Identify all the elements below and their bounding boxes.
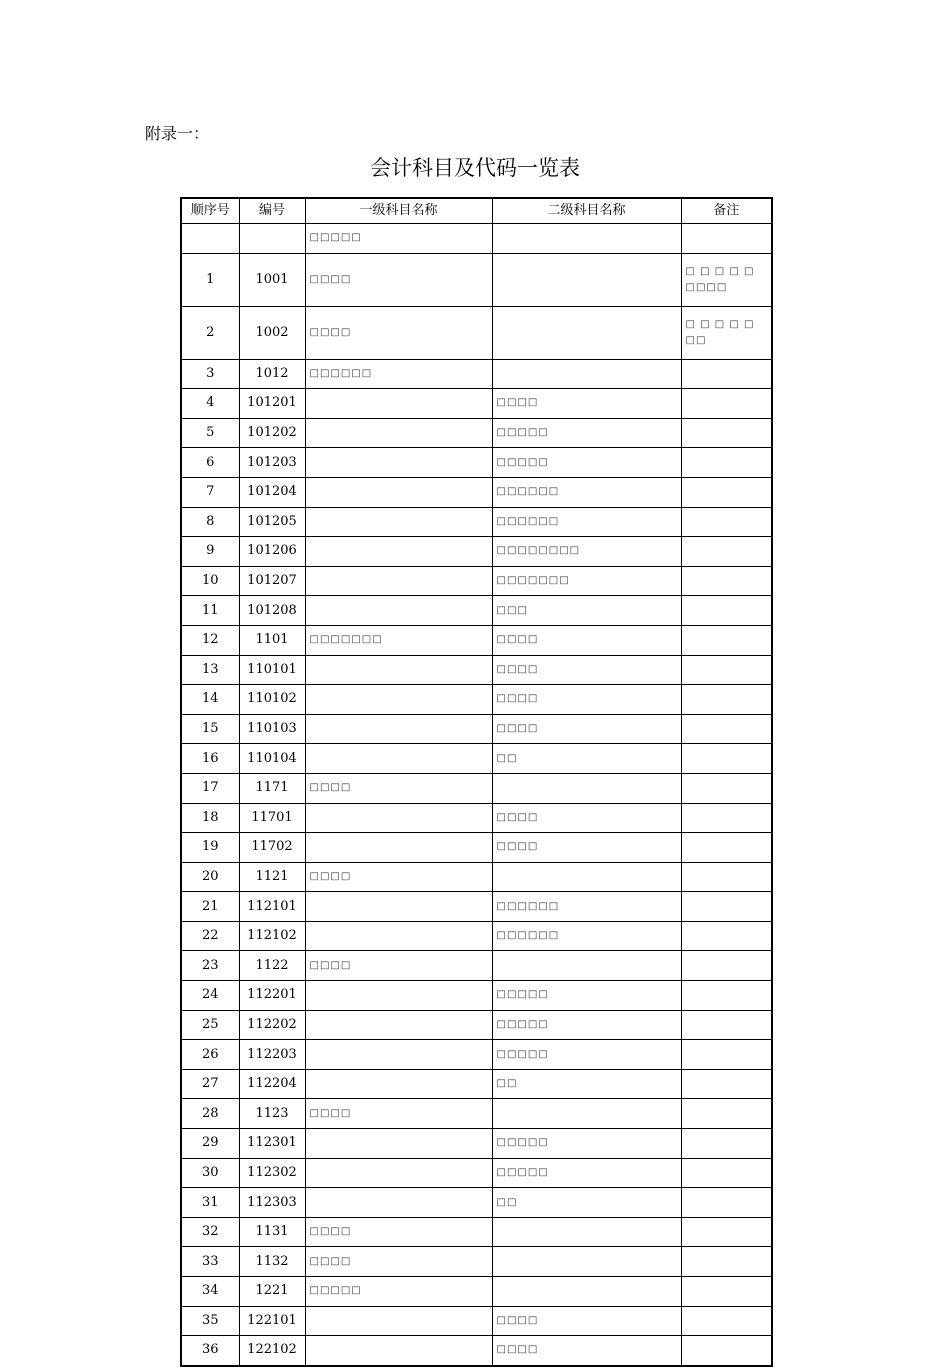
cell-seq: 28 xyxy=(181,1099,239,1129)
cell-code: 110104 xyxy=(239,744,305,774)
cell-code: 101201 xyxy=(239,389,305,419)
table-row xyxy=(181,1158,772,1188)
cell-note xyxy=(681,389,772,419)
cell-code: 101208 xyxy=(239,596,305,626)
cell-seq: 15 xyxy=(181,714,239,744)
cell-level2-name: □□□□□□□ xyxy=(492,566,681,596)
cell-level1-name: □□□□ xyxy=(305,1099,492,1129)
header-seq: 顺序号 xyxy=(181,198,239,224)
cell-level1-name xyxy=(305,1158,492,1188)
cell-code: 112302 xyxy=(239,1158,305,1188)
table-row xyxy=(181,1099,772,1129)
cell-level1-name: □□□□□□□ xyxy=(305,625,492,655)
cell-level2-name xyxy=(492,1247,681,1277)
cell-note xyxy=(681,744,772,774)
cell-code: 101207 xyxy=(239,566,305,596)
cell-level2-name: □□□□ xyxy=(492,625,681,655)
cell-seq: 3 xyxy=(181,359,239,389)
cell-level1-name: □□□□□ xyxy=(305,1277,492,1307)
table-row xyxy=(181,1069,772,1099)
cell-code: 1002 xyxy=(239,306,305,359)
table-row xyxy=(181,1247,772,1277)
cell-code: 112102 xyxy=(239,921,305,951)
cell-note xyxy=(681,981,772,1011)
cell-level2-name xyxy=(492,1217,681,1247)
document-title: 会计科目及代码一览表 xyxy=(370,156,580,180)
cell-level2-name: □□□□ xyxy=(492,1336,681,1366)
table-row xyxy=(181,1277,772,1307)
cell-code: 122101 xyxy=(239,1306,305,1336)
cell-seq: 35 xyxy=(181,1306,239,1336)
cell-seq: 2 xyxy=(181,306,239,359)
cell-code: 1122 xyxy=(239,951,305,981)
cell-code: 11701 xyxy=(239,803,305,833)
cell-level1-name: □□□□ xyxy=(305,951,492,981)
cell-level1-name: □□□□ xyxy=(305,1247,492,1277)
appendix-label: 附录一： xyxy=(145,124,210,143)
cell-note xyxy=(681,833,772,863)
cell-level1-name xyxy=(305,1188,492,1218)
cell-note xyxy=(681,625,772,655)
cell-level2-name: □□□ xyxy=(492,596,681,626)
cell-code: 110102 xyxy=(239,685,305,715)
table-row xyxy=(181,1306,772,1336)
cell-code: 122102 xyxy=(239,1336,305,1366)
cell-level1-name: □□□□□□ xyxy=(305,359,492,389)
cell-level2-name: □□□□ xyxy=(492,389,681,419)
cell-seq: 8 xyxy=(181,507,239,537)
cell-level1-name xyxy=(305,1306,492,1336)
cell-seq: 7 xyxy=(181,477,239,507)
cell-note: □ □ □ □ □ □□ xyxy=(681,306,772,359)
cell-code: 1001 xyxy=(239,253,305,306)
cell-note xyxy=(681,921,772,951)
cell-level2-name: □□□□□ xyxy=(492,1129,681,1159)
cell-seq: 14 xyxy=(181,685,239,715)
table-row xyxy=(181,477,772,507)
cell-note xyxy=(681,892,772,922)
cell-note xyxy=(681,1129,772,1159)
cell-note xyxy=(681,773,772,803)
table-row xyxy=(181,306,772,359)
cell-level1-name xyxy=(305,537,492,567)
cell-level1-name xyxy=(305,803,492,833)
cell-level2-name: □□ xyxy=(492,1069,681,1099)
table-row xyxy=(181,507,772,537)
cell-seq: 29 xyxy=(181,1129,239,1159)
cell-seq: 21 xyxy=(181,892,239,922)
table-row xyxy=(181,892,772,922)
table-row xyxy=(181,359,772,389)
table-row xyxy=(181,1217,772,1247)
cell-code: 1121 xyxy=(239,862,305,892)
cell-note xyxy=(681,1217,772,1247)
cell-code: 1132 xyxy=(239,1247,305,1277)
table-row xyxy=(181,1040,772,1070)
header-level1-name: 一级科目名称 xyxy=(305,198,492,224)
cell-level1-name xyxy=(305,1040,492,1070)
cell-code: 101205 xyxy=(239,507,305,537)
table-body xyxy=(181,224,772,1366)
cell-code: 112201 xyxy=(239,981,305,1011)
cell-code: 101202 xyxy=(239,418,305,448)
cell-seq: 13 xyxy=(181,655,239,685)
cell-level2-name: □□ xyxy=(492,1188,681,1218)
table-row xyxy=(181,389,772,419)
cell-level1-name xyxy=(305,566,492,596)
table-row xyxy=(181,1188,772,1218)
cell-note xyxy=(681,951,772,981)
table-row xyxy=(181,744,772,774)
header-level2-name: 二级科目名称 xyxy=(492,198,681,224)
cell-level2-name: □□□□ xyxy=(492,1306,681,1336)
cell-level2-name xyxy=(492,862,681,892)
cell-seq: 23 xyxy=(181,951,239,981)
table-row xyxy=(181,596,772,626)
cell-seq: 25 xyxy=(181,1010,239,1040)
cell-seq: 1 xyxy=(181,253,239,306)
cell-level1-name xyxy=(305,892,492,922)
cell-seq: 11 xyxy=(181,596,239,626)
cell-level1-name: □□□□□ xyxy=(305,224,492,254)
table-row xyxy=(181,448,772,478)
table-row xyxy=(181,566,772,596)
cell-level2-name xyxy=(492,1099,681,1129)
cell-level2-name xyxy=(492,1277,681,1307)
cell-note xyxy=(681,224,772,254)
cell-level2-name xyxy=(492,359,681,389)
table-row xyxy=(181,418,772,448)
cell-level1-name xyxy=(305,921,492,951)
table-row xyxy=(181,862,772,892)
cell-level1-name: □□□□ xyxy=(305,1217,492,1247)
cell-level1-name: □□□□ xyxy=(305,306,492,359)
table-row xyxy=(181,833,772,863)
cell-seq: 31 xyxy=(181,1188,239,1218)
cell-note xyxy=(681,507,772,537)
cell-note xyxy=(681,1247,772,1277)
cell-seq: 17 xyxy=(181,773,239,803)
cell-level2-name: □□□□□ xyxy=(492,418,681,448)
cell-level1-name xyxy=(305,418,492,448)
cell-seq: 33 xyxy=(181,1247,239,1277)
cell-code: 1123 xyxy=(239,1099,305,1129)
cell-level1-name xyxy=(305,981,492,1011)
account-code-table xyxy=(180,197,773,1367)
cell-level1-name: □□□□ xyxy=(305,862,492,892)
cell-level1-name xyxy=(305,477,492,507)
cell-seq: 19 xyxy=(181,833,239,863)
cell-note xyxy=(681,1306,772,1336)
cell-seq: 6 xyxy=(181,448,239,478)
cell-code xyxy=(239,224,305,254)
cell-level2-name: □□□□ xyxy=(492,685,681,715)
cell-seq: 22 xyxy=(181,921,239,951)
cell-level2-name: □□□□□□ xyxy=(492,921,681,951)
cell-note xyxy=(681,1099,772,1129)
cell-level2-name: □□□□ xyxy=(492,655,681,685)
table-header-row xyxy=(181,198,772,224)
cell-seq: 4 xyxy=(181,389,239,419)
cell-note xyxy=(681,803,772,833)
cell-level2-name: □□□□□□ xyxy=(492,477,681,507)
cell-note xyxy=(681,537,772,567)
cell-code: 101204 xyxy=(239,477,305,507)
cell-seq: 32 xyxy=(181,1217,239,1247)
cell-level2-name: □□□□□ xyxy=(492,1040,681,1070)
cell-note xyxy=(681,1069,772,1099)
cell-seq: 36 xyxy=(181,1336,239,1366)
cell-level1-name xyxy=(305,833,492,863)
cell-code: 110101 xyxy=(239,655,305,685)
cell-level2-name: □□□□□ xyxy=(492,981,681,1011)
cell-seq: 34 xyxy=(181,1277,239,1307)
cell-seq: 9 xyxy=(181,537,239,567)
cell-seq: 5 xyxy=(181,418,239,448)
cell-level1-name xyxy=(305,1010,492,1040)
cell-level2-name: □□□□□□ xyxy=(492,507,681,537)
cell-level2-name: □□□□□□□□ xyxy=(492,537,681,567)
table-row xyxy=(181,773,772,803)
cell-level1-name: □□□□ xyxy=(305,253,492,306)
table-row xyxy=(181,1010,772,1040)
cell-code: 110103 xyxy=(239,714,305,744)
cell-level2-name xyxy=(492,253,681,306)
cell-note xyxy=(681,1336,772,1366)
cell-level1-name xyxy=(305,714,492,744)
cell-seq: 20 xyxy=(181,862,239,892)
cell-code: 11702 xyxy=(239,833,305,863)
cell-note xyxy=(681,1277,772,1307)
cell-code: 101206 xyxy=(239,537,305,567)
cell-note: □ □ □ □ □ □□□□ xyxy=(681,253,772,306)
cell-code: 112203 xyxy=(239,1040,305,1070)
cell-seq: 30 xyxy=(181,1158,239,1188)
cell-level2-name: □□□□□ xyxy=(492,1010,681,1040)
cell-seq: 24 xyxy=(181,981,239,1011)
cell-seq xyxy=(181,224,239,254)
header-note: 备注 xyxy=(681,198,772,224)
table-row xyxy=(181,951,772,981)
cell-seq: 12 xyxy=(181,625,239,655)
cell-level2-name xyxy=(492,224,681,254)
cell-level1-name xyxy=(305,1336,492,1366)
cell-level1-name: □□□□ xyxy=(305,773,492,803)
cell-note xyxy=(681,685,772,715)
header-code: 编号 xyxy=(239,198,305,224)
cell-code: 112202 xyxy=(239,1010,305,1040)
cell-note xyxy=(681,418,772,448)
cell-code: 1012 xyxy=(239,359,305,389)
table-row xyxy=(181,1129,772,1159)
cell-note xyxy=(681,714,772,744)
cell-seq: 26 xyxy=(181,1040,239,1070)
cell-seq: 27 xyxy=(181,1069,239,1099)
cell-note xyxy=(681,1040,772,1070)
cell-level1-name xyxy=(305,655,492,685)
cell-level1-name xyxy=(305,1129,492,1159)
cell-level2-name: □□□□ xyxy=(492,803,681,833)
cell-note xyxy=(681,596,772,626)
cell-code: 1171 xyxy=(239,773,305,803)
cell-level1-name xyxy=(305,448,492,478)
cell-note xyxy=(681,655,772,685)
cell-level1-name xyxy=(305,389,492,419)
cell-level2-name xyxy=(492,773,681,803)
cell-note xyxy=(681,448,772,478)
cell-seq: 16 xyxy=(181,744,239,774)
cell-note xyxy=(681,477,772,507)
cell-level2-name: □□ xyxy=(492,744,681,774)
cell-level2-name: □□□□ xyxy=(492,833,681,863)
table-row xyxy=(181,981,772,1011)
cell-note xyxy=(681,359,772,389)
cell-code: 112303 xyxy=(239,1188,305,1218)
cell-level2-name: □□□□□ xyxy=(492,448,681,478)
cell-seq: 10 xyxy=(181,566,239,596)
table-row xyxy=(181,253,772,306)
table-row xyxy=(181,1336,772,1366)
cell-code: 1221 xyxy=(239,1277,305,1307)
table-row xyxy=(181,224,772,254)
cell-level1-name xyxy=(305,1069,492,1099)
table-row xyxy=(181,655,772,685)
cell-code: 112301 xyxy=(239,1129,305,1159)
table-row xyxy=(181,537,772,567)
cell-level1-name xyxy=(305,744,492,774)
cell-note xyxy=(681,862,772,892)
table-row xyxy=(181,803,772,833)
table-row xyxy=(181,921,772,951)
cell-seq: 18 xyxy=(181,803,239,833)
cell-code: 101203 xyxy=(239,448,305,478)
table-row xyxy=(181,714,772,744)
cell-level2-name xyxy=(492,951,681,981)
cell-note xyxy=(681,1010,772,1040)
cell-code: 1101 xyxy=(239,625,305,655)
cell-level2-name: □□□□□□ xyxy=(492,892,681,922)
cell-level1-name xyxy=(305,685,492,715)
table-row xyxy=(181,685,772,715)
cell-level1-name xyxy=(305,596,492,626)
cell-note xyxy=(681,566,772,596)
cell-note xyxy=(681,1188,772,1218)
table-row xyxy=(181,625,772,655)
cell-level2-name: □□□□□ xyxy=(492,1158,681,1188)
cell-level2-name xyxy=(492,306,681,359)
cell-code: 112101 xyxy=(239,892,305,922)
cell-code: 112204 xyxy=(239,1069,305,1099)
cell-note xyxy=(681,1158,772,1188)
cell-level2-name: □□□□ xyxy=(492,714,681,744)
cell-level1-name xyxy=(305,507,492,537)
cell-code: 1131 xyxy=(239,1217,305,1247)
